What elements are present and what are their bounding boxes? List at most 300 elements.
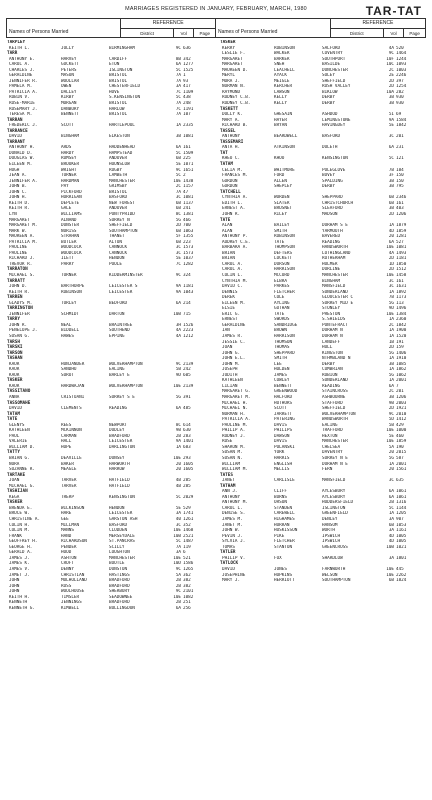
page-number: 1181 (396, 256, 407, 262)
page-number: 1037 (183, 256, 194, 262)
volume: 4D (388, 539, 394, 545)
spouse-surname: ENGLISH (274, 461, 293, 467)
spouse-surname: BURNS (274, 494, 287, 500)
forename: TOMAS (222, 544, 235, 550)
district: WORTH (322, 528, 335, 534)
district: PONTEFRACT (322, 322, 348, 328)
volume: 10E (386, 572, 394, 578)
district: BEDFORD (109, 300, 128, 306)
spouse-surname: WILKINSON (61, 505, 85, 511)
surname-heading: TATTY (7, 450, 20, 456)
surname-heading: TARRY (7, 317, 20, 323)
forename: ANTHONY H. (9, 145, 35, 151)
page-number: 283 (183, 433, 191, 439)
reference-label: REFERENCE (331, 19, 425, 29)
district: HAVINGDEY (322, 123, 346, 129)
spouse-surname: HALFORD (274, 395, 293, 400)
spouse-surname: BAKER (61, 461, 74, 467)
forename: BARBARA A. (222, 245, 248, 251)
spouse-surname: SHEPLEY (274, 184, 293, 190)
page-number: 159 (396, 345, 404, 351)
forename: SHARON M. (222, 444, 246, 450)
forename: KEITH R. (9, 206, 30, 212)
volume: 10E (173, 528, 181, 534)
spouse-surname: CAREWELL (274, 511, 295, 517)
forename: RODNEY C.B. (222, 95, 251, 101)
spouse-surname: SUROT (61, 372, 74, 378)
page-number: 1003 (396, 67, 407, 73)
volume: 6B (175, 156, 181, 162)
page-number: 1265 (183, 566, 194, 572)
page-number: 397 (396, 78, 404, 84)
page-number: 1605 (183, 461, 194, 467)
page-number: 1824 (396, 578, 407, 584)
reference-header (121, 19, 215, 37)
spouse-surname: THOMPSON (274, 245, 295, 251)
forename: GERALDINE (222, 322, 246, 328)
forename: DEREK (222, 295, 235, 301)
forename: JOAN (9, 478, 20, 484)
volume: 5E (175, 256, 181, 262)
forename: TERESA M. (9, 112, 33, 118)
district: ISLINGTON (109, 67, 133, 73)
volume: 6B (175, 228, 181, 234)
volume: 10C (386, 62, 394, 68)
spouse-surname: BENNETT (274, 383, 293, 389)
page-number: 2521 (183, 533, 194, 539)
forename: RICHARD B. (222, 123, 248, 129)
district: HARLOW (109, 106, 125, 112)
volume: 3B (388, 101, 394, 107)
marriage-entry (219, 556, 424, 562)
spouse-surname: KERCHER (274, 84, 293, 90)
volume: 6A (388, 145, 394, 151)
forename: KAUR (9, 372, 20, 378)
spouse-surname: BENNETT (61, 112, 80, 118)
volume: 1B (388, 339, 394, 345)
volume: 7A (175, 112, 181, 118)
forename: ANNA (9, 395, 20, 400)
volume: 6B (388, 522, 394, 528)
volume: 20 (388, 467, 394, 473)
volume: 2B (388, 500, 394, 506)
surname-heading: TASKER (7, 500, 23, 506)
forename: DAVID (9, 406, 22, 412)
spouse-surname: HALL (61, 439, 72, 445)
surname-heading: TATE (220, 217, 231, 223)
spouse-surname: WRIGHT (61, 167, 77, 173)
forename: MARGARET (222, 62, 243, 68)
volume: 3A (175, 511, 181, 517)
district: SCILLY (109, 544, 125, 550)
volume: 2D (388, 406, 394, 412)
district: MADSON (322, 211, 338, 217)
spouse-surname: LEACHELL (274, 67, 295, 73)
forename: BRIAN G. (9, 456, 30, 462)
forename: KAUR (9, 367, 20, 373)
spouse-surname: HAWES (61, 333, 74, 339)
volume: 5D (388, 417, 394, 423)
forename: EILEEN M. (222, 300, 246, 306)
forename: ROSE-MARIE (9, 101, 35, 107)
page-number: 521 (183, 555, 191, 561)
volume: 9B (175, 428, 181, 434)
district-header: District (331, 29, 384, 37)
spouse-surname: DEAVILLE (61, 456, 82, 462)
page-code: TAR-TAT (365, 4, 422, 18)
spouse-surname: BROWN (274, 328, 287, 334)
volume: 3A (175, 550, 181, 556)
district: POLEGLOVE (322, 167, 346, 173)
page-number: 1631 (396, 284, 407, 290)
forename: DONALD D. (9, 150, 33, 156)
page-number: 1458 (396, 272, 407, 278)
volume: 3B (175, 134, 181, 140)
surname-heading: TARRINGTON (7, 306, 33, 312)
page-number: 795 (396, 184, 404, 190)
spouse-surname: KHOO (274, 156, 285, 162)
district: BRISTOL (109, 112, 128, 118)
volume: 8C (175, 211, 181, 217)
spouse-surname: OWEN (61, 84, 72, 90)
district: HATFIELD (109, 478, 130, 484)
district: HASTINGS (109, 572, 130, 578)
page-number: 391 (183, 395, 191, 400)
district: DERBY (322, 361, 335, 367)
volume: 10E (386, 272, 394, 278)
district: IPSWICH (322, 533, 341, 539)
volume: 10E (173, 594, 181, 600)
surname-heading: TATHAM (220, 483, 236, 489)
spouse-surname: KELLY (274, 101, 287, 107)
forename: JAMES K. (9, 561, 30, 567)
forename: JOHN H. (9, 195, 28, 201)
surname-heading: TATES (220, 472, 233, 478)
volume: 7C (175, 106, 181, 112)
volume: 7A (175, 73, 181, 79)
district: KENSINGTON (109, 494, 135, 500)
district: SURREY S E (109, 395, 135, 400)
page-number: 438 (183, 95, 191, 101)
district: WANDSWORTH (322, 417, 348, 423)
spouse-surname: JOLLY (61, 45, 74, 51)
volume: 3C (175, 522, 181, 528)
volume: 6A (388, 494, 394, 500)
forename: JOSEPHINE (222, 572, 246, 578)
spouse-surname: POLANSKI (274, 444, 295, 450)
forename: ALAN (222, 228, 233, 234)
page-number: 1062 (396, 372, 407, 378)
surname-heading: TARTAKE (7, 472, 26, 478)
forename: MARY A. (222, 117, 241, 123)
spouse-surname: HOOD (61, 550, 72, 556)
volume: 6A (388, 239, 394, 245)
district: BRADFORD (109, 600, 130, 606)
page-number: 256 (183, 605, 191, 611)
page-number: 69 (396, 112, 402, 118)
forename: AUDREY C.E. (222, 239, 251, 245)
volume: 7C (175, 261, 181, 267)
forename: KATHLEEN (222, 378, 243, 384)
page-number: 445 (396, 566, 404, 572)
page-number: 1879 (396, 223, 407, 229)
forename: JOHN R. (9, 322, 28, 328)
spouse-surname: SMITH (274, 228, 287, 234)
spouse-surname: TATE (274, 239, 285, 245)
volume: 9C (388, 51, 394, 57)
spouse-surname: PICKFORD (61, 189, 82, 195)
volume: 4D (388, 533, 394, 539)
district: KIDDERMINSTER (109, 272, 143, 278)
forename: JEAN A. (9, 173, 28, 179)
vol-header: Vol (384, 29, 405, 37)
spouse-surname: PAY (61, 184, 69, 190)
district: IPSWICH (322, 539, 341, 545)
district: S.KENSINGTON (109, 95, 141, 101)
spouse-surname: MEAGLE (61, 467, 77, 473)
district: SURREY MID E (322, 300, 354, 306)
spouse-surname: WOOLHOUSE (61, 589, 85, 595)
volume: 7B (388, 167, 394, 173)
index-page (6, 4, 426, 796)
forename: JUDITH (222, 372, 238, 378)
district: BASFORD (109, 522, 128, 528)
page-number: 1157 (183, 184, 194, 190)
marriage-entry (6, 484, 211, 490)
volume: 5B (388, 422, 394, 428)
page-number: 1487 (183, 539, 194, 545)
district: HARWORTH (109, 461, 130, 467)
forename: CAROL A. (222, 267, 243, 273)
forename: PAULINE (9, 245, 28, 251)
marriage-entry (6, 262, 211, 268)
marriage-entry (6, 606, 211, 612)
forename: KAUR (9, 383, 20, 389)
forename: KAUR (9, 361, 20, 367)
spouse-surname: HORRIGAN (61, 195, 82, 201)
page-number: 242 (183, 367, 191, 373)
volume: 10E (386, 311, 394, 317)
district: HADDENHEAD (109, 145, 135, 151)
forename: ANN J. (222, 489, 238, 495)
page-number: 2 (183, 173, 186, 179)
forename: BRIAN (222, 250, 235, 256)
spouse-surname: BROOKER (61, 162, 80, 168)
volume: 6A (388, 383, 394, 389)
volume: 10E (386, 428, 394, 434)
forename: GORDON (222, 184, 238, 190)
page-number: 6 (183, 550, 186, 556)
spouse-surname: FOX (274, 555, 282, 561)
district: LOTHINGLAND (322, 250, 351, 256)
spouse-surname: LOCKETT (274, 256, 293, 262)
spouse-surname: HARRIS (274, 456, 290, 462)
volume: 6A (175, 145, 181, 151)
spouse-surname: WOODCOCK (61, 250, 82, 256)
district: CLUDDEN (109, 528, 128, 534)
spouse-surname: ELBRA (274, 278, 287, 284)
spouse-surname: ARDS (61, 145, 72, 151)
page-number: 485 (183, 406, 191, 412)
surname-heading: TASHAN (7, 356, 23, 362)
district: GREENCROSS (322, 544, 348, 550)
page-number: 460 (396, 433, 404, 439)
spouse-surname: BRUSNET (274, 206, 293, 212)
district: LAMBETH (109, 173, 128, 179)
page-number: 1212 (183, 333, 194, 339)
spouse-surname: WILLIAMS (61, 211, 82, 217)
surname-heading: TASHIJAN (7, 489, 28, 495)
page-number: 2029 (183, 494, 194, 500)
surname-heading: TASKETT (220, 106, 239, 112)
volume: 10E (173, 555, 181, 561)
forename: JOHN M. (222, 361, 241, 367)
district: NTHMBLAND N (322, 356, 351, 362)
spouse-surname: DEPLETE (61, 200, 80, 206)
district: SHEFFIELD (322, 406, 346, 412)
page-number: 1109 (183, 89, 194, 95)
district: DUNCHESTER (322, 67, 348, 73)
page-number: 1261 (183, 517, 194, 523)
district: HENDON (109, 505, 125, 511)
page-number: 1493 (396, 250, 407, 256)
district: MANCHESTER (109, 555, 135, 561)
volume: 10B (173, 311, 181, 317)
page-number: 1161 (396, 528, 407, 534)
page-number: 1561 (396, 467, 407, 473)
forename: ERNEST (222, 317, 238, 323)
volume: 5C (175, 67, 181, 73)
forename: WILLIAM M. (222, 467, 248, 473)
spouse-surname: DENNY (61, 566, 74, 572)
page-number: 1406 (396, 350, 407, 356)
forename: JANET M. (222, 522, 243, 528)
forename: VALERIE (9, 439, 28, 445)
forename: ERIC G. (222, 311, 241, 317)
page-number: 93 (183, 78, 189, 84)
spouse-surname: PETERS (61, 67, 77, 73)
spouse-surname: GREENWOOD (274, 389, 298, 395)
volume: 5C (175, 173, 181, 179)
district: WOLVERHAMPTON (109, 383, 143, 389)
page-number: 1 (183, 73, 186, 79)
marriage-entry (6, 134, 211, 140)
page-number: 1412 (396, 417, 407, 423)
page-number: 429 (396, 422, 404, 428)
district: SALFORD (322, 45, 341, 51)
forename: CAROL A. (222, 261, 243, 267)
page-number: 1900 (396, 328, 407, 334)
volume: 5G (388, 372, 394, 378)
spouse-surname: TURLEY (61, 300, 77, 306)
volume: 1A (388, 511, 394, 517)
forename: ANTHONY (222, 134, 241, 140)
district: BOOTLE (109, 561, 125, 567)
district: BASILDE (322, 62, 341, 68)
spouse-surname: ROBINSON (61, 289, 82, 295)
page-number: 1355 (183, 234, 194, 240)
district: SOUTHAMPTON (109, 228, 138, 234)
page-number: 1509 (183, 150, 194, 156)
district: ELKESTON (109, 134, 130, 140)
forename: PHILIP A. (222, 428, 246, 434)
spouse-surname: HAND (61, 533, 72, 539)
volume: 6B (388, 195, 394, 201)
page-number: 201 (396, 134, 404, 140)
page-number: 2360 (396, 317, 407, 323)
spouse-surname: TIMSLER (61, 594, 80, 600)
forename: JAMES M. (222, 517, 243, 523)
district: BASFORD (322, 134, 341, 140)
district: ASHBOURNE (322, 395, 346, 400)
spouse-surname: NEAL (61, 322, 72, 328)
spouse-surname: SCOTT (274, 406, 287, 412)
spouse-surname: CARMAN (61, 433, 77, 439)
page-number: 1277 (183, 62, 194, 68)
forename: CYNTHIA M. (222, 278, 248, 284)
spouse-surname: WOOLLAR (61, 78, 80, 84)
spouse-surname: STRAHAN (61, 234, 80, 240)
volume: 4D (388, 228, 394, 234)
volume: 9C (388, 411, 394, 417)
spouse-surname: STANTON (274, 544, 293, 550)
spouse-surname: MANNS (61, 528, 74, 534)
spouse-surname: HERRIOTT (274, 578, 295, 584)
spouse-surname: GUCKETT (61, 62, 80, 68)
surname-heading: TARRATON (7, 267, 28, 273)
volume: 10F (386, 56, 394, 62)
spouse-surname: GUTHAN (274, 306, 290, 312)
page-header: Page (409, 30, 420, 36)
district: LEICESTER (109, 439, 133, 445)
volume: 9B (388, 400, 394, 406)
page-number: 1005 (396, 539, 407, 545)
spouse-surname: YORK (274, 450, 285, 456)
page-number: 1282 (183, 261, 194, 267)
district: FARNWORTH (322, 566, 346, 572)
district: BOVEY (322, 173, 335, 179)
surname-heading: TARPLEY (7, 40, 26, 45)
page-number: 636 (183, 45, 191, 51)
forename: JOHN R. (222, 211, 241, 217)
forename: COLIN L. (222, 272, 243, 278)
page-number: 2101 (183, 589, 194, 595)
volume: 5C (175, 95, 181, 101)
forename: PENELOPE J. (9, 328, 38, 334)
forename: RODNEY J. (222, 433, 246, 439)
page-number: 1081 (396, 245, 407, 251)
volume: 20 (388, 234, 394, 240)
volume: 5G (175, 395, 181, 400)
volume: 3F (388, 173, 394, 179)
forename: RAYMOND (222, 89, 241, 95)
district: MANCHESTER (109, 178, 135, 184)
page-number: 1842 (396, 322, 407, 328)
volume: 10E (173, 383, 181, 389)
volume: 10E (173, 178, 181, 184)
forename: MARGARET G. (222, 389, 251, 395)
district: SHEFFIELD (322, 78, 346, 84)
page-number: 241 (183, 206, 191, 212)
district: HAMPSTEAD (109, 150, 133, 156)
page-number: 1071 (183, 162, 194, 168)
volume: 6A (388, 489, 394, 495)
page-number: 1605 (183, 467, 194, 473)
forename: ANTHONY P. (222, 234, 248, 240)
district: ETON (109, 62, 120, 68)
spouse-surname: HARVEY (61, 56, 77, 62)
spouse-surname: ATKINSON (274, 145, 295, 151)
